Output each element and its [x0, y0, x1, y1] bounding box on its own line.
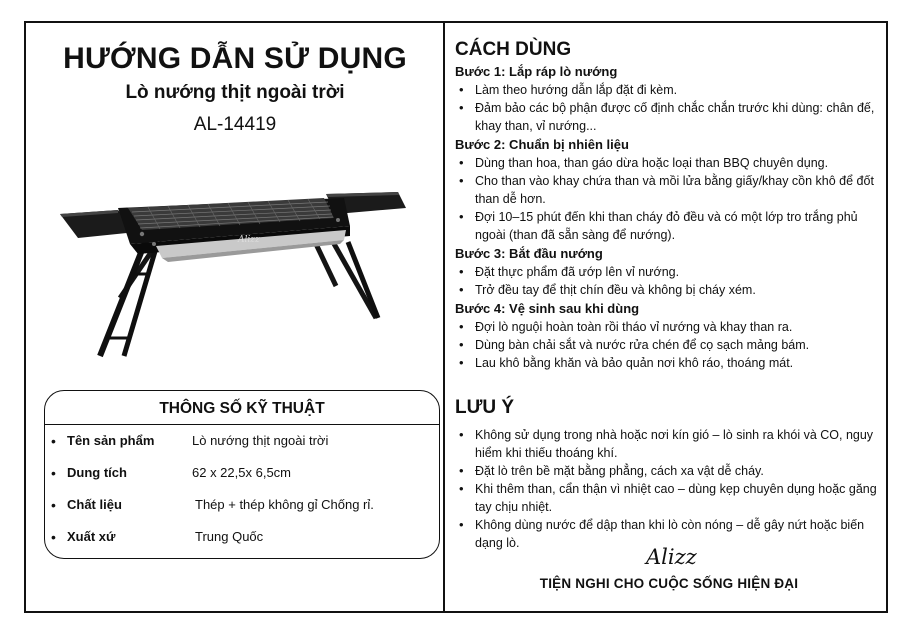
brand-logo — [644, 538, 708, 572]
step-list — [455, 154, 883, 244]
spec-table — [44, 390, 440, 559]
page-title: HƯỚNG DẪN SỬ DỤNG — [63, 42, 407, 75]
column-divider — [443, 21, 445, 613]
list-item: • Đảm bảo các bộ phận được cố định chắc chắn trước khi dùng: chân đế, khay than, vỉ nướng... — [455, 99, 883, 135]
product-subtitle: Lò nướng thịt ngoài trời — [125, 82, 345, 103]
spec-value: Thép + thép không gỉ Chống rỉ. — [195, 497, 374, 512]
bullet: • — [51, 497, 56, 513]
spec-row — [45, 497, 439, 517]
spec-row — [45, 529, 439, 549]
bbq-grill-image — [58, 178, 410, 364]
list-item: • Đợi 10–15 phút đến khi than cháy đỏ đều và có một lớp tro trắng phủ ngoài (than đã sẵn sàng để nướng). — [455, 208, 883, 244]
step-list — [455, 263, 883, 299]
list-item: • Dùng than hoa, than gáo dừa hoặc loại than BBQ chuyên dụng. — [455, 154, 883, 172]
notes-list — [455, 426, 883, 552]
list-item: • Trở đều tay để thịt chín đều và không bị cháy xém. — [455, 281, 883, 299]
usage-heading: CÁCH DÙNG — [455, 39, 572, 60]
list-item: • Dùng bàn chải sắt và nước rửa chén để cọ sạch mảng bám. — [455, 336, 883, 354]
step-list — [455, 318, 883, 372]
bullet: • — [51, 433, 56, 449]
model-number: AL-14419 — [193, 114, 277, 135]
spec-value: Trung Quốc — [195, 529, 264, 544]
usage-section — [455, 38, 883, 372]
grill-logo: Alizz — [238, 235, 260, 245]
brand-logo-text: Alizz — [646, 545, 697, 569]
list-item: • Đặt thực phẩm đã ướp lên vỉ nướng. — [455, 263, 883, 281]
notes-heading: LƯU Ý — [455, 397, 515, 418]
step-title: Bước 4: Vệ sinh sau khi dùng — [455, 301, 640, 316]
spec-key: Tên sản phẩm — [67, 433, 155, 448]
list-item: • Không sử dụng trong nhà hoặc nơi kín gió – lò sinh ra khói và CO, nguy hiểm khi thiếu thoáng khí. — [455, 426, 883, 462]
spec-value: Lò nướng thịt ngoài trời — [192, 433, 329, 448]
spec-key: Dung tích — [67, 465, 127, 480]
tagline: TIỆN NGHI CHO CUỘC SỐNG HIỆN ĐẠI — [539, 576, 799, 591]
spec-value: 62 x 22,5x 6,5cm — [192, 465, 291, 480]
list-item: • Lau khô bằng khăn và bảo quản nơi khô ráo, thoáng mát. — [455, 354, 883, 372]
spec-row — [45, 465, 439, 485]
spec-row — [45, 433, 439, 453]
step-title: Bước 3: Bắt đầu nướng — [455, 246, 603, 261]
spec-title: THÔNG SỐ KỸ THUẬT — [45, 391, 439, 425]
step-list — [455, 81, 883, 135]
step-title: Bước 2: Chuẩn bị nhiên liệu — [455, 137, 629, 152]
list-item: • Đặt lò trên bề mặt bằng phẳng, cách xa vật dễ cháy. — [455, 462, 883, 480]
spec-key: Xuất xứ — [67, 529, 116, 544]
list-item: • Không dùng nước để dập than khi lò còn nóng – dễ gây nứt hoặc biến dạng lò. — [455, 516, 883, 552]
step-title: Bước 1: Lắp ráp lò nướng — [455, 64, 618, 79]
list-item: • Đợi lò nguội hoàn toàn rồi tháo vỉ nướng và khay than ra. — [455, 318, 883, 336]
bullet: • — [51, 465, 56, 481]
list-item: • Làm theo hướng dẫn lắp đặt đi kèm. — [455, 81, 883, 99]
list-item: • Khi thêm than, cẩn thận vì nhiệt cao – dùng kẹp chuyên dụng hoặc găng tay chịu nhiệt. — [455, 480, 883, 516]
bullet: • — [51, 529, 56, 545]
list-item: • Cho than vào khay chứa than và mồi lửa bằng giấy/khay cồn khô để đốt than dễ hơn. — [455, 172, 883, 208]
spec-key: Chất liệu — [67, 497, 122, 512]
